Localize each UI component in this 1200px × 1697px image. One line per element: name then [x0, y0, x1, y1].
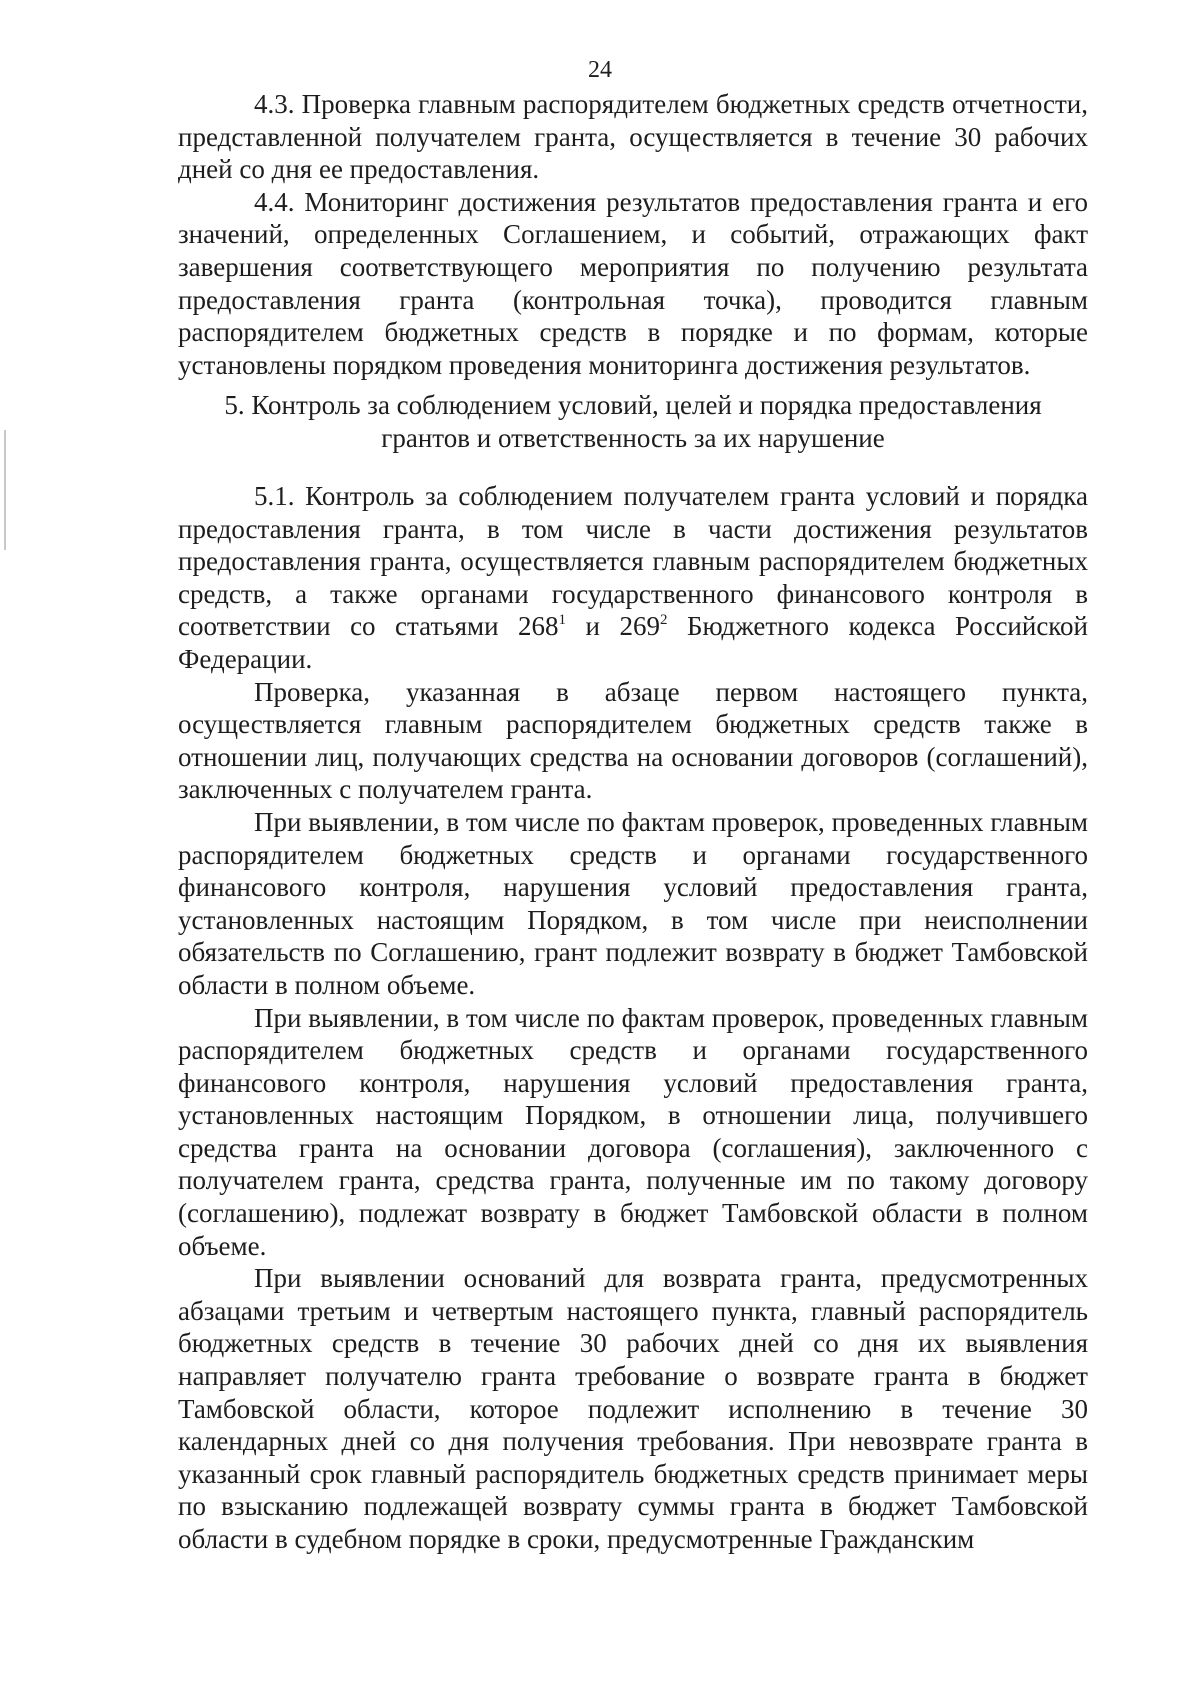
heading-5-line-1: 5. Контроль за соблюдением условий, целей и порядка предоставления	[224, 390, 1042, 420]
scan-edge-mark	[4, 430, 6, 550]
paragraph-5-1	[178, 480, 1088, 676]
paragraph-5-1-text-a: 5.1. Контроль за соблюдением получателем гранта условий и порядка предоставления гранта, в том числе в части достижения результатов предоставления гранта, осуществляется главным распорядителем бюджетных средств, а также органами государственного финансового контроля в соответствии со статьями 268	[178, 481, 1088, 642]
page-number: 24	[588, 57, 612, 83]
section-5-body	[178, 480, 1088, 1556]
paragraph-check: Проверка, указанная в абзаце первом настоящего пункта, осуществляется главным распорядителем бюджетных средств также в отношении лиц, получающих средства на основании договоров (соглашений), заключенных с получателем гранта.	[178, 676, 1088, 805]
paragraph-5-1-text-b: и 269	[566, 611, 661, 642]
paragraph-5-1-text-c: Бюджетного кодекса Российской Федерации.	[178, 611, 1089, 674]
section-4-tail	[178, 88, 1088, 381]
paragraph-return: При выявлении оснований для возврата гранта, предусмотренных абзацами третьим и четвертым настоящего пункта, главный распорядитель бюджетных средств в течение 30 рабочих дней со дня их выявления направляет получателю гранта требование о возврате гранта в бюджет Тамбовской области, которое подлежит исполнению в течение 30 календарных дней со дня получения требования. При невозврате гранта в указанный срок главный распорядитель бюджетных средств принимает меры по взысканию подлежащей возврату суммы гранта в бюджет Тамбовской области в судебном порядке в сроки, предусмотренные Гражданским	[178, 1263, 1088, 1554]
paragraph-violation-2: При выявлении, в том числе по фактам проверок, проведенных главным распорядителем бюджетных средств и органами государственного финансового контроля, нарушения условий предоставления гранта, установленных настоящим Порядком, в отношении лица, получившего средства гранта на основании договора (соглашения), заключенного с получателем гранта, средства гранта, полученные им по такому договору (соглашению), подлежат возврату в бюджет Тамбовской области в полном объеме.	[178, 1002, 1088, 1261]
section-5-heading	[178, 389, 1088, 454]
superscript-2: 2	[660, 612, 668, 629]
superscript-1: 1	[558, 612, 567, 629]
paragraph-4-3: 4.3. Проверка главным распорядителем бюджетных средств отчетности, представленной получателем гранта, осуществляется в течение 30 рабочих дней со дня ее предоставления.	[178, 89, 1088, 185]
paragraph-4-4: 4.4. Мониторинг достижения результатов предоставления гранта и его значений, определенных Соглашением, и событий, отражающих факт завершения соответствующего мероприятия по получению результата предоставления гранта (контрольная точка), проводится главным распорядителем бюджетных средств в порядке и по формам, которые установлены порядком проведения мониторинга достижения результатов.	[178, 186, 1088, 380]
paragraph-violation-1: При выявлении, в том числе по фактам проверок, проведенных главным распорядителем бюджетных средств и органами государственного финансового контроля, нарушения условий предоставления гранта, установленных настоящим Порядком, в том числе при неисполнении обязательств по Соглашению, грант подлежит возврату в бюджет Тамбовской области в полном объеме.	[178, 806, 1088, 1000]
heading-5-line-2: грантов и ответственность за их нарушение	[381, 422, 885, 453]
